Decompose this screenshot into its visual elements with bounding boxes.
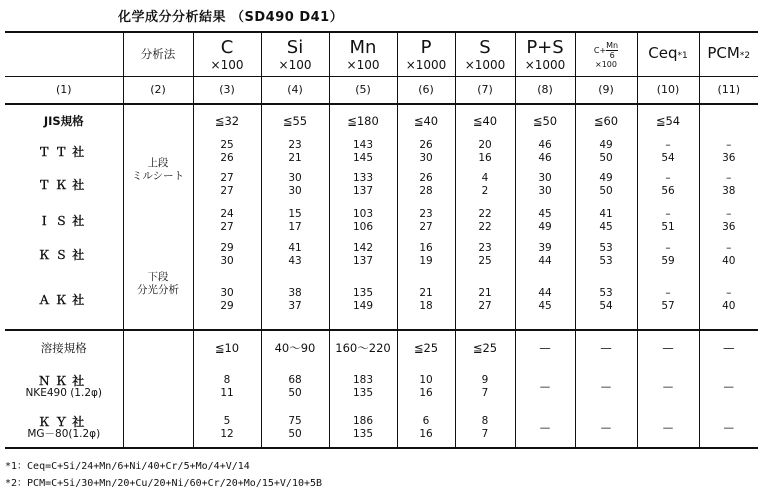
upper-value: 135 bbox=[352, 287, 374, 299]
value-cell bbox=[637, 239, 699, 271]
weld-value: — bbox=[575, 330, 637, 365]
upper-value: 5 bbox=[223, 415, 231, 427]
lower-value: 51 bbox=[661, 221, 675, 233]
dash-value: — bbox=[575, 409, 637, 448]
method-header: 分析法 bbox=[123, 32, 193, 77]
upper-value: – bbox=[726, 172, 732, 184]
method-upper-text: ミルシート bbox=[131, 170, 185, 182]
upper-value: 21 bbox=[478, 287, 492, 299]
value-cell bbox=[515, 239, 575, 271]
jis-value: ≦40 bbox=[455, 104, 515, 137]
upper-value: 8 bbox=[223, 374, 231, 386]
upper-value: 30 bbox=[220, 287, 234, 299]
weld-value: ≦25 bbox=[455, 330, 515, 365]
upper-value: 183 bbox=[352, 374, 374, 386]
lower-value: 30 bbox=[220, 255, 234, 267]
lower-value: 27 bbox=[478, 300, 492, 312]
value-cell bbox=[329, 271, 397, 330]
col-p-header: P ×1000 bbox=[397, 32, 455, 77]
lower-value: 59 bbox=[661, 255, 675, 267]
value-cell bbox=[455, 239, 515, 271]
lower-value: 19 bbox=[419, 255, 433, 267]
lower-value: 26 bbox=[220, 152, 234, 164]
weld-product: MG－80(1.2φ) bbox=[27, 428, 101, 440]
value-cell bbox=[455, 409, 515, 448]
method-cell bbox=[123, 409, 193, 448]
value-cell bbox=[193, 167, 261, 203]
method-cell bbox=[123, 203, 193, 239]
corner-cell bbox=[5, 32, 123, 77]
value-cell bbox=[329, 137, 397, 167]
value-cell bbox=[455, 365, 515, 409]
lower-value: 106 bbox=[352, 221, 374, 233]
upper-value: 46 bbox=[538, 139, 552, 151]
upper-value: 26 bbox=[419, 139, 433, 151]
value-cell bbox=[193, 239, 261, 271]
value-cell bbox=[637, 203, 699, 239]
jis-value: ≦54 bbox=[637, 104, 699, 137]
lower-value: 137 bbox=[352, 185, 374, 197]
method-cell bbox=[123, 330, 193, 365]
upper-value: – bbox=[726, 287, 732, 299]
upper-value: – bbox=[726, 139, 732, 151]
upper-value: 68 bbox=[288, 374, 302, 386]
lower-value: 37 bbox=[288, 300, 302, 312]
value-cell bbox=[397, 365, 455, 409]
lower-value: 7 bbox=[481, 387, 489, 399]
lower-value: 43 bbox=[288, 255, 302, 267]
value-cell bbox=[455, 167, 515, 203]
jis-value: ≦32 bbox=[193, 104, 261, 137]
value-cell bbox=[193, 271, 261, 330]
dash-value: — bbox=[515, 365, 575, 409]
value-cell bbox=[699, 239, 758, 271]
value-cell bbox=[329, 203, 397, 239]
col-s-header: S ×1000 bbox=[455, 32, 515, 77]
lower-value: 135 bbox=[352, 387, 374, 399]
weld-value: — bbox=[699, 330, 758, 365]
weld-value: — bbox=[515, 330, 575, 365]
upper-value: 16 bbox=[419, 242, 433, 254]
weld-value: ≦25 bbox=[397, 330, 455, 365]
col-cmn6-header: C+ $\frac{Mn}{6}$ ×100 bbox=[575, 32, 637, 77]
upper-value: 53 bbox=[599, 287, 613, 299]
upper-value: 27 bbox=[220, 172, 234, 184]
column-number: (1) bbox=[55, 82, 72, 96]
dash-value: — bbox=[575, 365, 637, 409]
upper-value: 103 bbox=[352, 208, 374, 220]
weld-company-title: ＮＫ社 bbox=[38, 373, 90, 388]
lower-value: 54 bbox=[599, 300, 613, 312]
value-cell bbox=[397, 167, 455, 203]
company-row bbox=[5, 167, 758, 203]
value-cell bbox=[261, 239, 329, 271]
value-cell bbox=[261, 137, 329, 167]
lower-value: 16 bbox=[419, 428, 433, 440]
method-lower-text: 下段 bbox=[147, 271, 169, 283]
column-number: (9) bbox=[575, 77, 637, 105]
upper-value: 30 bbox=[538, 172, 552, 184]
lower-value: 21 bbox=[288, 152, 302, 164]
weld-company-name bbox=[5, 409, 123, 448]
jis-value: ≦55 bbox=[261, 104, 329, 137]
column-number: (10) bbox=[637, 77, 699, 105]
upper-value: 20 bbox=[478, 139, 492, 151]
upper-value: 26 bbox=[419, 172, 433, 184]
value-cell bbox=[515, 137, 575, 167]
upper-value: 25 bbox=[220, 139, 234, 151]
value-cell bbox=[397, 239, 455, 271]
lower-value: 44 bbox=[538, 255, 552, 267]
col-ps-header: P+S ×1000 bbox=[515, 32, 575, 77]
column-number: (7) bbox=[455, 77, 515, 105]
upper-value: 8 bbox=[481, 415, 489, 427]
upper-value: – bbox=[726, 242, 732, 254]
value-cell bbox=[699, 203, 758, 239]
value-cell bbox=[699, 271, 758, 330]
value-cell bbox=[515, 203, 575, 239]
upper-value: 6 bbox=[422, 415, 430, 427]
lower-value: 30 bbox=[538, 185, 552, 197]
upper-value: 24 bbox=[220, 208, 234, 220]
company-row bbox=[5, 239, 758, 271]
dash-value: — bbox=[699, 409, 758, 448]
upper-value: 45 bbox=[538, 208, 552, 220]
value-cell bbox=[515, 167, 575, 203]
col-mn-header: Mn ×100 bbox=[329, 32, 397, 77]
lower-value: 36 bbox=[722, 152, 736, 164]
lower-value: 145 bbox=[352, 152, 374, 164]
dash-value: — bbox=[637, 365, 699, 409]
lower-value: 16 bbox=[478, 152, 492, 164]
upper-value: 21 bbox=[419, 287, 433, 299]
upper-value: – bbox=[726, 208, 732, 220]
weld-company-name bbox=[5, 365, 123, 409]
upper-value: 23 bbox=[478, 242, 492, 254]
value-cell bbox=[261, 167, 329, 203]
lower-value: 11 bbox=[220, 387, 234, 399]
weld-row bbox=[5, 330, 758, 365]
weld-value: 40〜90 bbox=[261, 330, 329, 365]
lower-value: 50 bbox=[599, 185, 613, 197]
value-cell bbox=[575, 239, 637, 271]
method-cell bbox=[123, 104, 193, 137]
jis-value: ≦40 bbox=[397, 104, 455, 137]
column-number: (4) bbox=[261, 77, 329, 105]
weld-label: 溶接規格 bbox=[5, 330, 123, 365]
lower-value: 30 bbox=[288, 185, 302, 197]
dash-value: — bbox=[637, 409, 699, 448]
value-cell bbox=[637, 167, 699, 203]
upper-value: 186 bbox=[352, 415, 374, 427]
method-lower-text: 分光分析 bbox=[137, 284, 179, 296]
weld-company-row bbox=[5, 365, 758, 409]
lower-value: 56 bbox=[661, 185, 675, 197]
lower-value: 50 bbox=[288, 387, 302, 399]
lower-value: 17 bbox=[288, 221, 302, 233]
lower-value: 50 bbox=[599, 152, 613, 164]
lower-value: 40 bbox=[722, 255, 736, 267]
upper-value: 143 bbox=[352, 139, 374, 151]
dash-value: — bbox=[515, 409, 575, 448]
weld-value: 160〜220 bbox=[329, 330, 397, 365]
column-number: (3) bbox=[193, 77, 261, 105]
upper-value: 22 bbox=[478, 208, 492, 220]
lower-value: 149 bbox=[352, 300, 374, 312]
upper-value: 75 bbox=[288, 415, 302, 427]
column-number: (2) bbox=[123, 77, 193, 105]
jis-label: JIS規格 bbox=[43, 113, 84, 128]
upper-value: 49 bbox=[599, 139, 613, 151]
dash-value: — bbox=[699, 365, 758, 409]
col-si-header: Si ×100 bbox=[261, 32, 329, 77]
lower-value: 57 bbox=[661, 300, 675, 312]
upper-value: 23 bbox=[288, 139, 302, 151]
value-cell bbox=[699, 137, 758, 167]
analysis-table bbox=[5, 31, 758, 449]
upper-value: 41 bbox=[599, 208, 613, 220]
company-name: ＫＳ社 bbox=[38, 247, 90, 262]
column-number: (8) bbox=[515, 77, 575, 105]
column-number: (5) bbox=[329, 77, 397, 105]
value-cell bbox=[397, 409, 455, 448]
lower-value: 50 bbox=[288, 428, 302, 440]
upper-value: 4 bbox=[481, 172, 489, 184]
jis-value: ≦180 bbox=[329, 104, 397, 137]
value-cell bbox=[575, 167, 637, 203]
value-cell bbox=[455, 271, 515, 330]
value-cell bbox=[261, 271, 329, 330]
value-cell bbox=[637, 137, 699, 167]
weld-value: — bbox=[637, 330, 699, 365]
company-name: ＡＫ社 bbox=[38, 292, 90, 307]
value-cell bbox=[575, 137, 637, 167]
value-cell bbox=[193, 137, 261, 167]
weld-value: ≦10 bbox=[193, 330, 261, 365]
upper-value: 41 bbox=[288, 242, 302, 254]
value-cell bbox=[455, 203, 515, 239]
column-number: (6) bbox=[397, 77, 455, 105]
value-cell bbox=[397, 271, 455, 330]
header-row bbox=[5, 32, 758, 77]
lower-value: 45 bbox=[538, 300, 552, 312]
value-cell bbox=[329, 239, 397, 271]
value-cell bbox=[261, 365, 329, 409]
lower-value: 40 bbox=[722, 300, 736, 312]
value-cell bbox=[455, 137, 515, 167]
upper-value: 49 bbox=[599, 172, 613, 184]
upper-value: – bbox=[665, 172, 671, 184]
company-name: ＩＳ社 bbox=[38, 213, 90, 228]
jis-value: ≦60 bbox=[575, 104, 637, 137]
footnote-2: *2：PCM=C+Si/30+Mn/20+Cu/20+Ni/60+Cr/20+Mo/15+V/10+5B bbox=[5, 478, 323, 489]
method-upper-text: 上段 bbox=[147, 157, 169, 169]
lower-value: 45 bbox=[599, 221, 613, 233]
lower-value: 30 bbox=[419, 152, 433, 164]
lower-value: 29 bbox=[220, 300, 234, 312]
lower-value: 25 bbox=[478, 255, 492, 267]
value-cell bbox=[515, 271, 575, 330]
upper-value: 39 bbox=[538, 242, 552, 254]
value-cell bbox=[699, 167, 758, 203]
upper-value: 29 bbox=[220, 242, 234, 254]
company-row bbox=[5, 271, 758, 330]
lower-value: 16 bbox=[419, 387, 433, 399]
value-cell bbox=[193, 365, 261, 409]
lower-value: 135 bbox=[352, 428, 374, 440]
upper-value: 23 bbox=[419, 208, 433, 220]
lower-value: 28 bbox=[419, 185, 433, 197]
lower-value: 49 bbox=[538, 221, 552, 233]
lower-value: 36 bbox=[722, 221, 736, 233]
lower-value: 46 bbox=[538, 152, 552, 164]
value-cell bbox=[193, 409, 261, 448]
jis-row bbox=[5, 104, 758, 137]
lower-value: 18 bbox=[419, 300, 433, 312]
value-cell bbox=[329, 167, 397, 203]
value-cell bbox=[397, 203, 455, 239]
lower-value: 7 bbox=[481, 428, 489, 440]
lower-value: 137 bbox=[352, 255, 374, 267]
value-cell bbox=[261, 409, 329, 448]
upper-value: – bbox=[665, 208, 671, 220]
lower-value: 22 bbox=[478, 221, 492, 233]
lower-value: 2 bbox=[481, 185, 489, 197]
upper-value: – bbox=[665, 242, 671, 254]
weld-company-row bbox=[5, 409, 758, 448]
lower-value: 27 bbox=[220, 221, 234, 233]
upper-value: 44 bbox=[538, 287, 552, 299]
upper-value: 30 bbox=[288, 172, 302, 184]
weld-company-title: ＫＹ社 bbox=[38, 414, 90, 429]
upper-value: 53 bbox=[599, 242, 613, 254]
page-title: 化学成分分析結果 （SD490 D41） bbox=[118, 10, 344, 25]
col-c-header: C ×100 bbox=[193, 32, 261, 77]
upper-value: 15 bbox=[288, 208, 302, 220]
company-name: ＴＫ社 bbox=[38, 177, 90, 192]
value-cell bbox=[329, 365, 397, 409]
value-cell bbox=[329, 409, 397, 448]
col-pcm-header: PCM*2 bbox=[699, 32, 758, 77]
lower-value: 27 bbox=[220, 185, 234, 197]
company-name: ＴＴ社 bbox=[38, 144, 90, 159]
value-cell bbox=[193, 203, 261, 239]
method-cell bbox=[123, 137, 193, 203]
upper-value: 10 bbox=[419, 374, 433, 386]
value-cell bbox=[397, 137, 455, 167]
method-cell bbox=[123, 365, 193, 409]
lower-value: 53 bbox=[599, 255, 613, 267]
jis-value: ≦50 bbox=[515, 104, 575, 137]
upper-value: 133 bbox=[352, 172, 374, 184]
company-row bbox=[5, 203, 758, 239]
upper-value: 38 bbox=[288, 287, 302, 299]
lower-value: 12 bbox=[220, 428, 234, 440]
upper-value: 9 bbox=[481, 374, 489, 386]
value-cell bbox=[575, 203, 637, 239]
weld-product: NKE490 (1.2φ) bbox=[25, 387, 103, 399]
upper-value: – bbox=[665, 139, 671, 151]
lower-value: 27 bbox=[419, 221, 433, 233]
column-number: (11) bbox=[699, 77, 758, 105]
jis-value bbox=[699, 104, 758, 137]
value-cell bbox=[575, 271, 637, 330]
column-number-row bbox=[5, 77, 758, 105]
value-cell bbox=[261, 203, 329, 239]
upper-value: 142 bbox=[352, 242, 374, 254]
upper-value: – bbox=[665, 287, 671, 299]
lower-value: 38 bbox=[722, 185, 736, 197]
company-row bbox=[5, 137, 758, 167]
value-cell bbox=[637, 271, 699, 330]
footnote-1: *1：Ceq=C+Si/24+Mn/6+Ni/40+Cr/5+Mo/4+V/14 bbox=[5, 461, 250, 472]
col-ceq-header: Ceq*1 bbox=[637, 32, 699, 77]
method-cell bbox=[123, 239, 193, 330]
lower-value: 54 bbox=[661, 152, 675, 164]
